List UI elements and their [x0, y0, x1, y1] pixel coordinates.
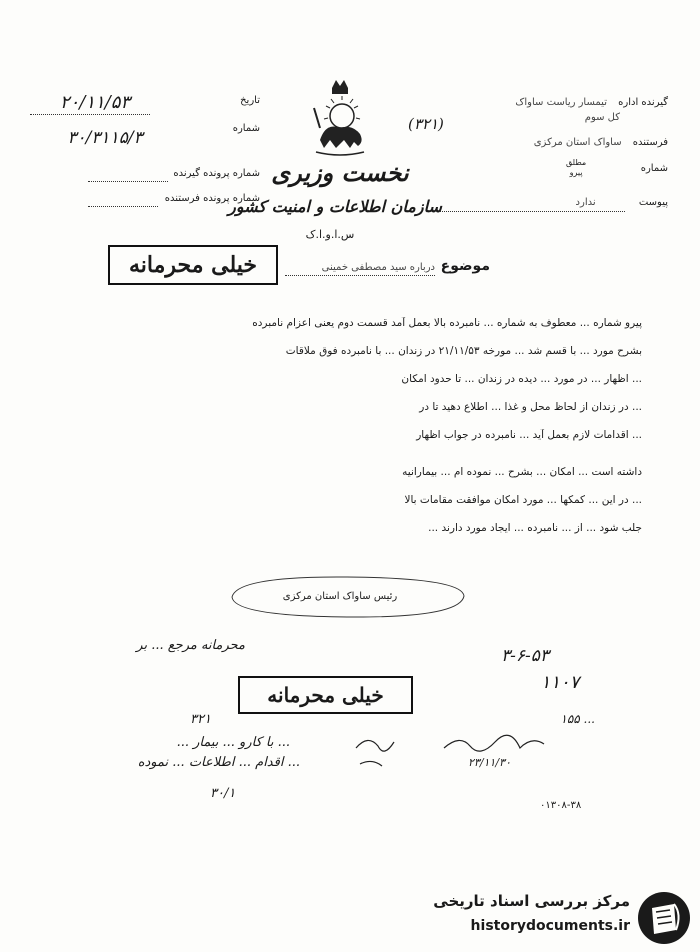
- handwritten-note-top: محرمانه مرجع ... بر: [136, 638, 245, 653]
- subject-value: درباره سید مصطفی خمینی: [321, 262, 435, 273]
- attachment-field: [440, 197, 668, 208]
- organization-title: سازمان اطلاعات و امنیت کشور: [228, 197, 442, 216]
- date-label: تاریخ: [240, 95, 260, 106]
- body-line: ... در این ... کمکها ... مورد امکان موافقت مقامات بالا: [404, 494, 642, 506]
- handwritten-note-bottom-1: ... با کارو ... بیمار ...: [176, 735, 290, 750]
- recipient-field-2: [420, 112, 620, 123]
- recipient-label: گیرنده اداره: [618, 97, 668, 108]
- organization-code: س.ا.و.ا.ک: [305, 228, 355, 241]
- sender-value: ساواک استان مرکزی: [533, 137, 622, 148]
- ministry-title: نخست وزیری: [271, 158, 409, 187]
- number-value: ۳۰/۳۱۱۵/۳: [67, 128, 143, 148]
- body-line: ... اظهار ... در مورد ... دیده در زندان ... تا حدود امکان: [401, 373, 642, 385]
- classification-stack: [566, 158, 586, 178]
- top-secret-stamp-bottom: خیلی محرمانه: [238, 676, 413, 714]
- recipient-file-line: [88, 181, 168, 182]
- handwritten-note-bottom-2: ... اقدام ... اطلاعات ... نموده: [137, 755, 300, 770]
- signature-mark-icon: [350, 728, 400, 773]
- handwritten-date-right: ۳-۶-۵۳: [500, 646, 549, 666]
- date-line: [30, 114, 150, 115]
- handwritten-note-bottom-3: ۳۰/۱: [210, 786, 236, 801]
- attachment-line: [440, 211, 625, 212]
- sender-field: [420, 137, 668, 148]
- archive-logo-icon: [636, 890, 692, 946]
- body-line: پیرو شماره ... معطوف به شماره ... نامبرده بالا بعمل آمد قسمت دوم یعنی اعزام نامبرده: [252, 317, 642, 329]
- right-number-label: شماره: [640, 163, 668, 174]
- handwritten-initials-right: ... ۱۵۵: [560, 712, 595, 726]
- date-value: ۲۰/۱۱/۵۳: [59, 92, 131, 113]
- handwritten-note-mid: ۳۲۱: [190, 712, 211, 727]
- handwritten-number-right: ۱۱۰۷: [540, 672, 580, 693]
- lion-and-sun-emblem-icon: [306, 78, 374, 158]
- classification-upper: مطلق: [566, 158, 587, 167]
- recipient-file-field: [80, 168, 260, 179]
- date-field: [150, 95, 260, 106]
- number-label: شماره: [232, 123, 260, 134]
- top-secret-stamp: خیلی محرمانه: [108, 245, 278, 285]
- subject-label: موضوع: [440, 258, 490, 274]
- watermark-line-1: مرکز بررسی اسناد تاریخی: [433, 892, 630, 910]
- classification-lower: پیرو: [569, 168, 583, 177]
- sender-file-line: [88, 206, 158, 207]
- subject-line: [285, 275, 435, 276]
- handwritten-initials-date: ۲۳/۱۱/۳۰: [468, 756, 511, 769]
- watermark: [400, 886, 700, 952]
- recipient-handwritten-number: (۳۲۱): [408, 115, 444, 133]
- signature-label: رئیس ساواک استان مرکزی: [282, 591, 398, 602]
- sender-file-label: شماره پرونده فرستنده: [164, 193, 260, 204]
- attachment-value: ندارد: [575, 197, 596, 208]
- body-line: ... در زندان از لحاظ محل و غذا ... اطلاع دهید تا در: [419, 401, 642, 413]
- sender-label: فرستنده: [632, 137, 668, 148]
- recipient-field: [420, 97, 668, 108]
- document-code: ۰۱۳۰۸-۳۸: [540, 800, 582, 811]
- body-line: جلب شود ... از ... نامبرده ... ایجاد مورد دارند ...: [428, 522, 642, 534]
- body-line: داشته است ... امکان ... بشرح ... نموده ام ... بیمارانیه: [402, 466, 642, 478]
- body-line: ... اقدامات لازم بعمل آید ... نامبرده در جواب اظهار: [416, 429, 642, 441]
- recipient-value-2: کل سوم: [584, 112, 620, 123]
- watermark-line-2: historydocuments.ir: [470, 918, 630, 934]
- body-line: بشرح مورد ... با قسم شد ... مورخه ۲۱/۱۱/۵۳ در زندان ... با نامبرده فوق ملاقات: [285, 345, 642, 357]
- recipient-file-label: شماره پرونده گیرنده: [173, 168, 260, 179]
- recipient-value: تیمسار ریاست ساواک: [515, 97, 607, 108]
- attachment-label: پیوست: [638, 197, 668, 208]
- signature-scribble-icon: [440, 728, 550, 758]
